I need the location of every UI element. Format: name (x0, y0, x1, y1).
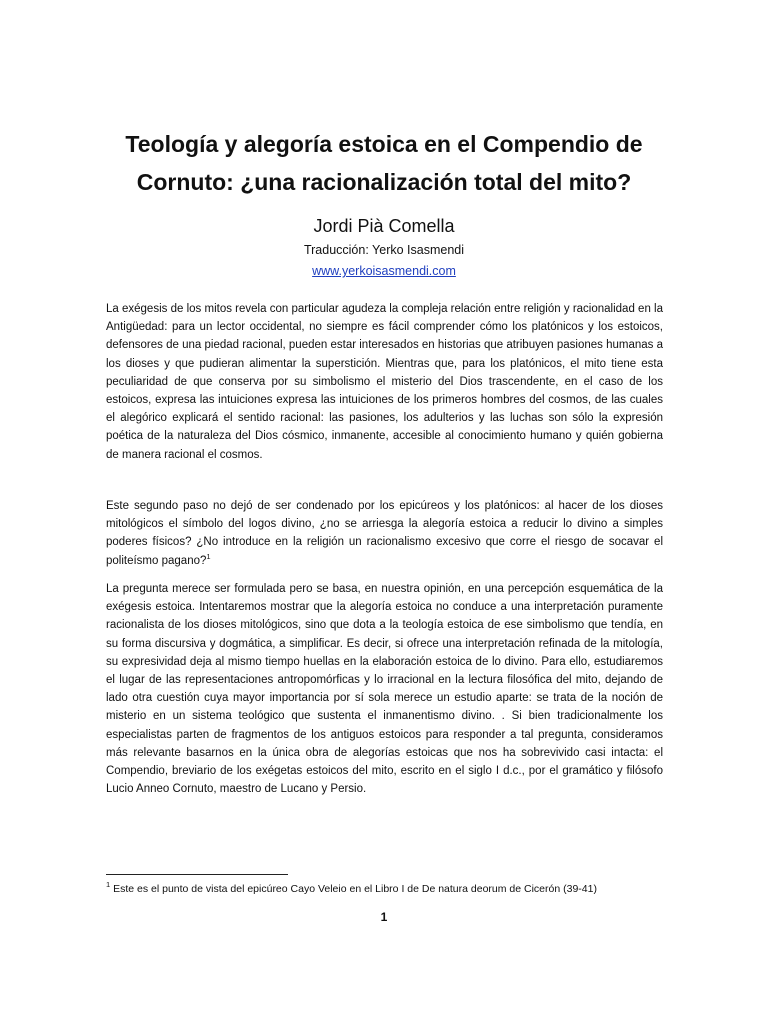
footnote (106, 882, 663, 897)
translator-credit: Traducción: Yerko Isasmendi (303, 243, 465, 257)
website-line (60, 262, 708, 280)
paragraph-1: La exégesis de los mitos revela con particular agudeza la compleja relación entre religión y racionalidad en la Antigüedad: para un lector occidental, no siempre es fácil comprender cómo los platónicos y los estoicos, defensores de una piedad racional, pueden estar interesados en historias que atribuyen pasiones humanas a los dioses y que pudieran alimentar la superstición. Mientras que, para los platónicos, el mito tiene esta peculiaridad de que conserva por su simbolismo el misterio del Dios trascendente, en el caso de los estoicos, expresa las intuiciones expresa las intuiciones de los primeros hombres del cosmos, de las cuales el alegórico explicará el sentido racional: las pasiones, los adulterios y las luchas son sólo la expresión poética de la naturaleza del Dios cósmico, inmanente, accesible al conocimiento humano y quién gobierna de manera racional el cosmos. (106, 303, 663, 461)
paragraph-3: La pregunta merece ser formulada pero se basa, en nuestra opinión, en una percepción esquemática de la exégesis estoica. Intentaremos mostrar que la alegoría estoica no conduce a una interpretación puramente racionalista de los dioses mitológicos, sino que dota a la teología estoica de ese simbolismo que tendía, en su forma discursiva y dogmática, a simplificar. Es decir, si ofrece una interpretación refinada de la mitología, su expresividad deja al mismo tiempo huellas en la elaboración estoica de lo divino. Para ello, estudiaremos el lugar de las representaciones antropomórficas y lo irracional en la lectura filosófica del mito, dejando de lado otra cuestión cuya mayor importancia por sí sola merece un estudio aparte: se trata de la noción de misterio en un sistema teológico que sustenta el inmanentismo divino. . Si bien tradicionalmente los especialistas parten de fragmentos de los antiguos estoicos para responder a tal pregunta, consideramos más relevante basarnos en la única obra de alegorías estoicas que nos ha sobrevivido casi intacta: el Compendio, breviario de los exégetas estoicos del mito, escrito en el siglo I d.c., por el gramático y filósofo Lucio Anneo Cornuto, maestro de Lucano y Persio. (106, 583, 663, 796)
paragraph-2 (106, 497, 663, 570)
author-name: Jordi Pià Comella (313, 216, 455, 236)
title-line-2: Cornuto: ¿una racionalización total del mito? (136, 169, 632, 195)
footnote-reference[interactable]: 1 (206, 551, 211, 561)
footnote-marker: 1 (106, 880, 111, 889)
title-line-1: Teología y alegoría estoica en el Compendio de (125, 131, 643, 157)
document-title (60, 125, 708, 201)
paragraph-2-text: Este segundo paso no dejó de ser condenado por los epicúreos y los platónicos: al hacer de los dioses mitológicos el símbolo del logos divino, ¿no se arriesga la alegoría estoica a reducir lo divino a simples poderes físicos? ¿No introduce en la religión un racionalismo excesivo que corre el riesgo de socavar el politeísmo pagano? (106, 500, 663, 567)
footnote-text: Este es el punto de vista del epicúreo Cayo Veleio en el Libro I de De natura deorum de Cicerón (39-41) (110, 883, 597, 895)
website-link[interactable]: www.yerkoisasmendi.com (312, 264, 456, 278)
page-number: 1 (380, 910, 388, 924)
footnote-divider (106, 874, 288, 875)
